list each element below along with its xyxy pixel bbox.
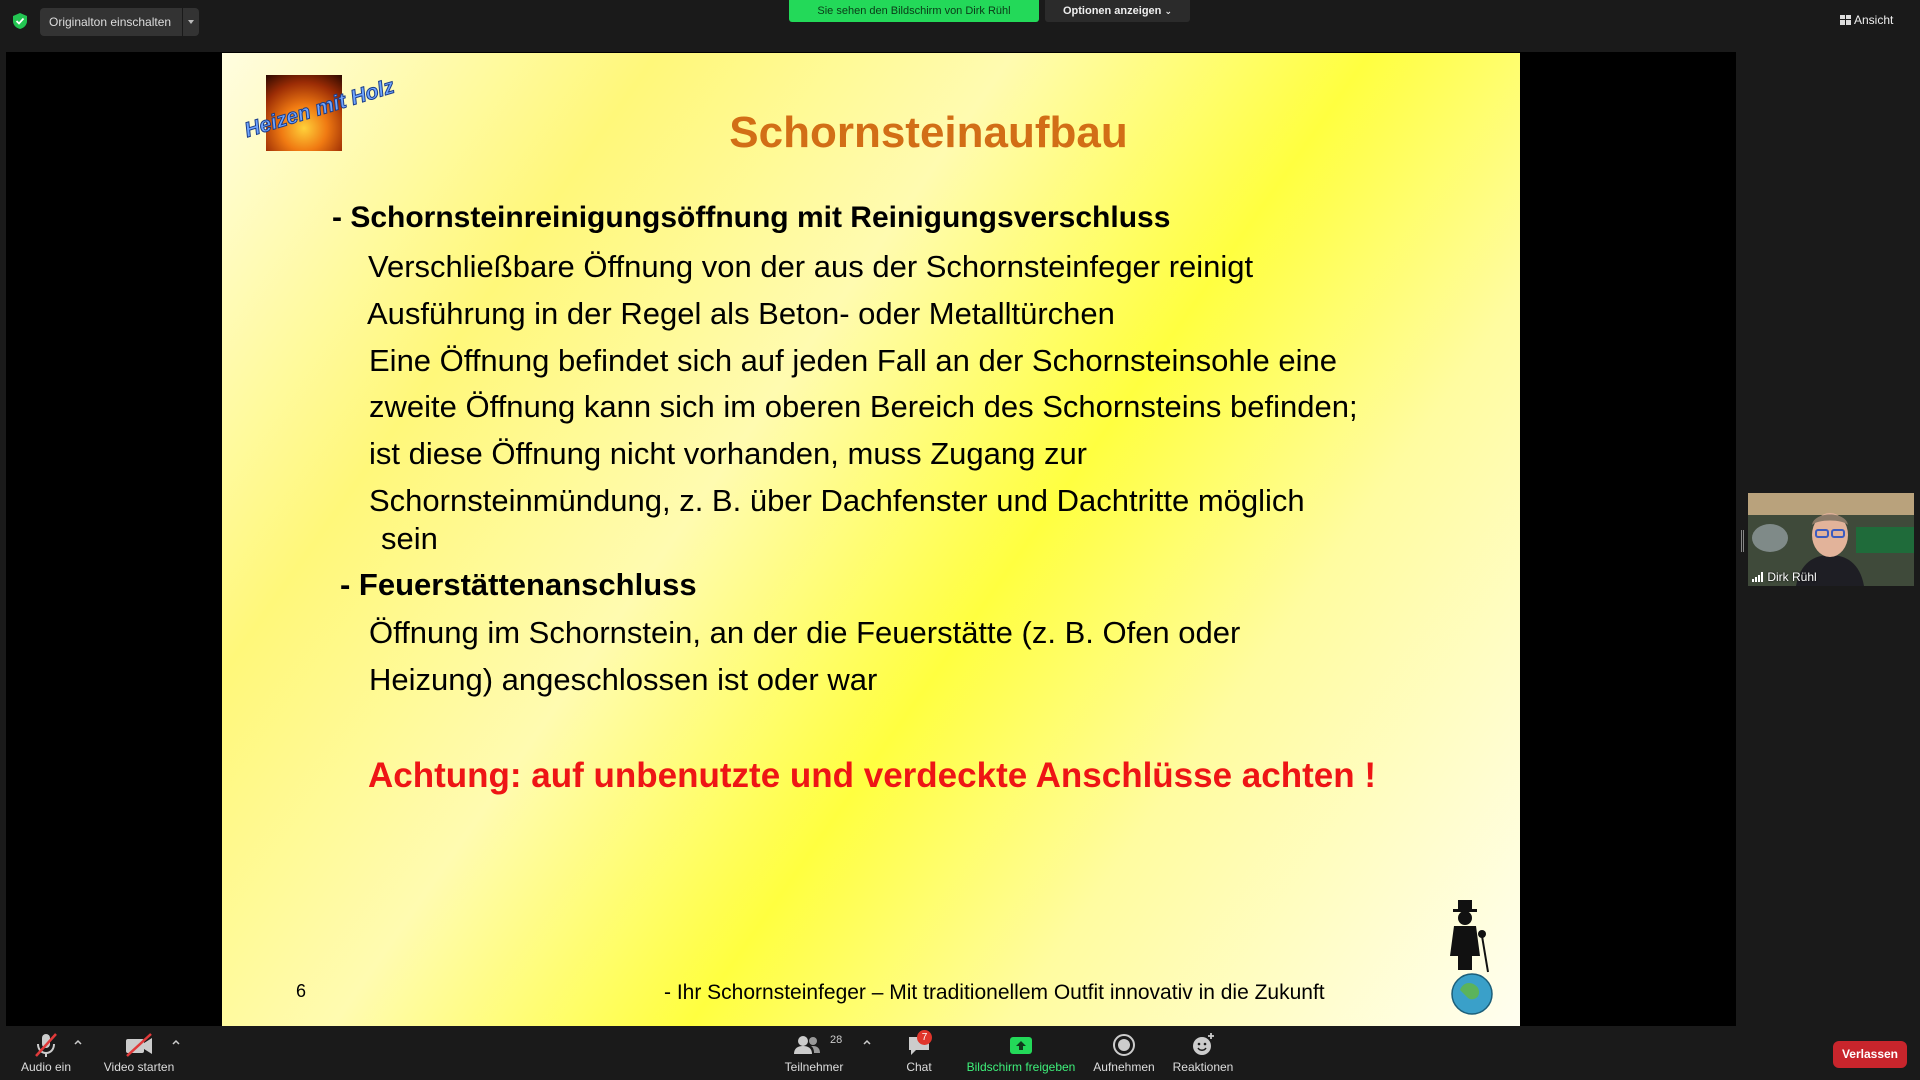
participants-count: 28 xyxy=(830,1034,843,1046)
slide-text-line: Verschließbare Öffnung von der aus der Schornsteinfeger reinigt xyxy=(368,249,1254,284)
meeting-toolbar xyxy=(0,1026,1920,1080)
slide-heading-cleaning-opening: - Schornsteinreinigungsöffnung mit Reinigungsverschluss xyxy=(332,201,1171,234)
chat-unread-badge: 7 xyxy=(917,1030,932,1045)
view-button-label: Ansicht xyxy=(1854,13,1894,27)
slide-heading-fireplace-connection: - Feuerstättenanschluss xyxy=(340,567,697,602)
chat-button[interactable] xyxy=(893,1032,945,1078)
reactions-button-label: Reaktionen xyxy=(1172,1060,1234,1074)
grid-view-icon xyxy=(1840,15,1851,25)
top-bar xyxy=(0,0,1920,50)
slide-text-line: Ausführung in der Regel als Beton- oder Metalltürchen xyxy=(367,296,1115,331)
smiley-add-icon xyxy=(1190,1032,1216,1058)
share-screen-button-label: Bildschirm freigeben xyxy=(966,1060,1076,1074)
slide-text-line: Eine Öffnung befindet sich auf jeden Fall an der Schornsteinsohle eine xyxy=(369,343,1337,378)
slide-text-line: Öffnung im Schornstein, an der die Feuerstätte (z. B. Ofen oder xyxy=(369,615,1241,650)
slide-page-number: 6 xyxy=(296,981,307,1001)
record-button-label: Aufnehmen xyxy=(1093,1060,1155,1074)
reactions-button[interactable] xyxy=(1170,1032,1236,1078)
slide-title: Schornsteinaufbau xyxy=(729,108,1128,157)
slide-text-line: sein xyxy=(381,521,438,556)
view-options-label: Optionen anzeigen xyxy=(1062,5,1162,17)
chat-button-label: Chat xyxy=(906,1060,932,1074)
audio-options-chevron-icon[interactable] xyxy=(73,1038,83,1046)
slide-text-line: ist diese Öffnung nicht vorhanden, muss Zugang zur xyxy=(369,436,1088,471)
screen-share-banner: Sie sehen den Bildschirm von Dirk Rühl xyxy=(789,0,1039,22)
slide-text-line: Schornsteinmündung, z. B. über Dachfenster und Dachtritte möglich xyxy=(369,483,1305,518)
participant-name-label xyxy=(1752,570,1817,584)
participants-button[interactable] xyxy=(776,1032,852,1078)
security-shield-icon[interactable] xyxy=(12,12,28,30)
participant-video-thumbnail[interactable] xyxy=(1748,493,1914,586)
original-audio-button[interactable]: Originalton einschalten xyxy=(40,8,182,36)
slide-warning: Achtung: auf unbenutzte und verdeckte Anschlüsse achten ! xyxy=(368,756,1376,795)
slide-footer: - Ihr Schornsteinfeger – Mit traditionellem Outfit innovativ in die Zukunft xyxy=(664,981,1325,1004)
record-button[interactable] xyxy=(1088,1032,1160,1078)
logo-text: Heizen mit Holz xyxy=(241,74,398,143)
leave-meeting-button[interactable]: Verlassen xyxy=(1833,1041,1907,1068)
video-button[interactable] xyxy=(100,1032,178,1078)
share-screen-icon xyxy=(1007,1032,1035,1058)
record-icon xyxy=(1111,1032,1137,1058)
view-button[interactable] xyxy=(1840,8,1920,32)
video-options-chevron-icon[interactable] xyxy=(171,1038,181,1046)
share-screen-button[interactable] xyxy=(964,1032,1078,1078)
microphone-muted-icon xyxy=(33,1032,59,1058)
original-audio-dropdown-icon[interactable] xyxy=(183,8,199,36)
panel-resize-handle[interactable] xyxy=(1741,530,1744,552)
slide-text-line: Heizung) angeschlossen ist oder war xyxy=(369,662,878,697)
video-button-label: Video starten xyxy=(103,1060,175,1074)
participant-name: Dirk Rühl xyxy=(1767,570,1817,584)
participants-button-label: Teilnehmer xyxy=(784,1060,844,1074)
signal-strength-icon xyxy=(1752,572,1764,582)
participants-icon xyxy=(792,1032,822,1058)
camera-off-icon xyxy=(124,1032,154,1058)
presentation-slide xyxy=(222,53,1520,1027)
view-options-button[interactable] xyxy=(1045,0,1190,22)
slide-text-line: zweite Öffnung kann sich im oberen Bereich des Schornsteins befinden; xyxy=(369,389,1358,424)
participants-options-chevron-icon[interactable] xyxy=(862,1038,872,1046)
chimney-sweep-globe-icon xyxy=(1444,898,1500,1018)
audio-button-label: Audio ein xyxy=(20,1060,72,1074)
audio-button[interactable] xyxy=(16,1032,76,1078)
chevron-down-icon: ⌄ xyxy=(1164,6,1172,16)
